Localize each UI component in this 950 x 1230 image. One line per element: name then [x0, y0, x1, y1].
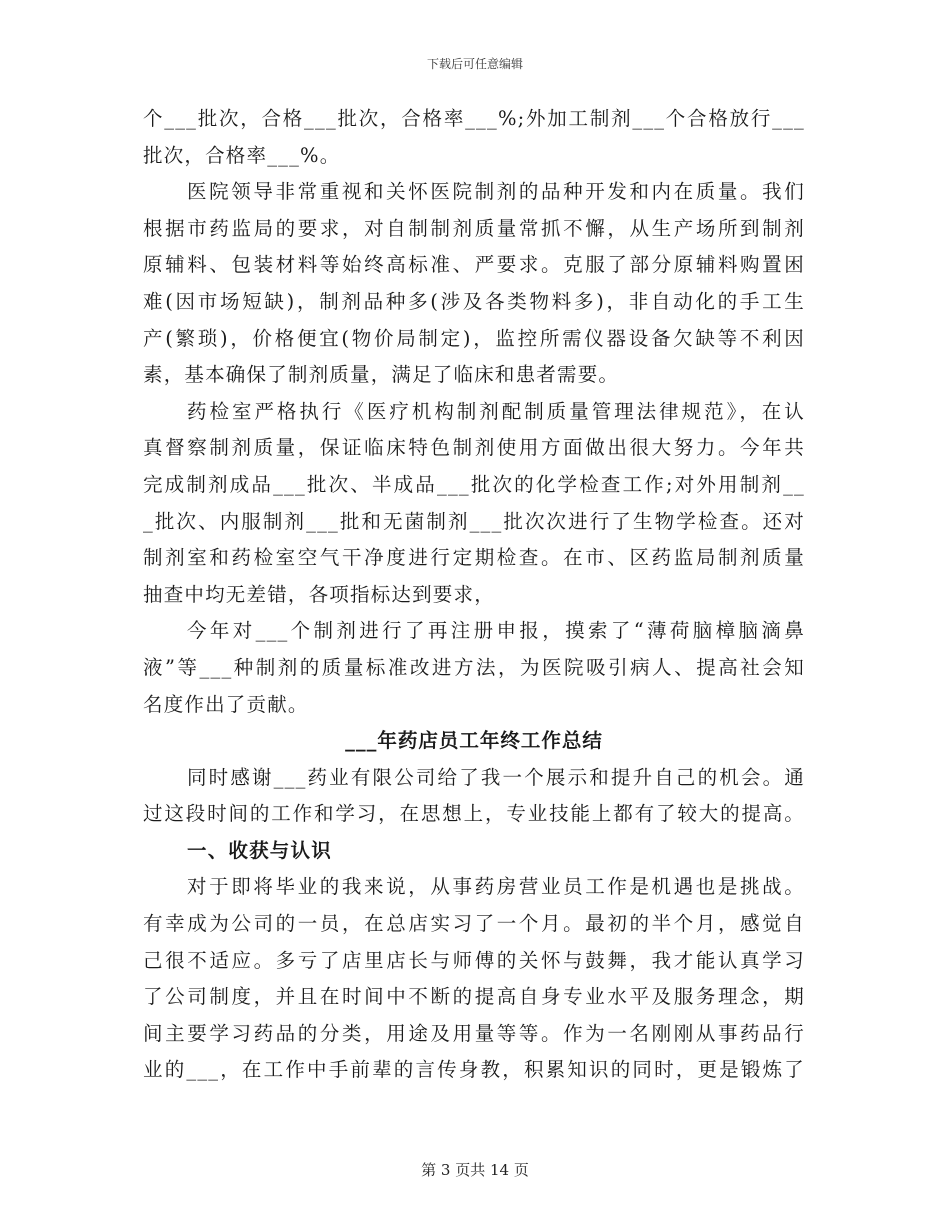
body-line: 间主要学习药品的分类，用途及用量等等。作为一名刚刚从事药品行: [143, 1021, 805, 1045]
paragraph-start-line: 医院领导非常重视和关怀医院制剂的品种开发和内在质量。我们: [187, 180, 805, 204]
body-line: 了公司制度，并且在时间中不断的提高自身专业水平及服务理念，期: [143, 985, 805, 1009]
document-body: [143, 101, 805, 1089]
body-line: 液”等___种制剂的质量标准改进方法，为医院吸引病人、提高社会知: [143, 655, 805, 679]
paragraph-start-line: 同时感谢___药业有限公司给了我一个展示和提升自己的机会。通: [187, 765, 805, 789]
body-line: 素，基本确保了制剂质量，满足了临床和患者需要。: [143, 363, 620, 387]
body-line: 根据市药监局的要求，对自制制剂质量常抓不懈，从生产场所到制剂: [143, 216, 805, 240]
body-line: 真督察制剂质量，保证临床特色制剂使用方面做出很大努力。今年共: [143, 436, 805, 460]
body-line: 产(繁琐)，价格便宜(物价局制定)，监控所需仪器设备欠缺等不利因: [143, 326, 805, 350]
body-line: 业的___，在工作中手前辈的言传身教，积累知识的同时，更是锻炼了: [143, 1058, 805, 1082]
body-line: 个___批次，合格___批次，合格率___%;外加工制剂___个合格放行___: [143, 107, 805, 130]
body-line: 抽查中均无差错，各项指标达到要求，: [143, 582, 495, 606]
body-line: 制剂室和药检室空气干净度进行定期检查。在市、区药监局制剂质量: [143, 546, 805, 570]
paragraph-start-line: 对于即将毕业的我来说，从事药房营业员工作是机遇也是挑战。: [187, 875, 805, 899]
page-footer: 第 3 页共 14 页: [421, 1161, 529, 1179]
body-line: _批次、内服制剂___批和无菌制剂___批次次进行了生物学检查。还对: [143, 509, 805, 533]
body-line: 名度作出了贡献。: [143, 692, 309, 716]
body-line: 完成制剂成品___批次、半成品___批次的化学检查工作;对外用制剂__: [143, 472, 805, 496]
body-line: 批次，合格率___%。: [143, 143, 341, 167]
paragraph-start-line: 药检室严格执行《医疗机构制剂配制质量管理法律规范》，在认: [187, 399, 805, 423]
body-line: 有幸成为公司的一员，在总店实习了一个月。最初的半个月，感觉自: [143, 912, 805, 936]
page-header: 下载后可任意编辑: [426, 57, 523, 71]
body-line: 难(因市场短缺)，制剂品种多(涉及各类物料多)，非自动化的手工生: [143, 289, 805, 313]
body-line: 过这段时间的工作和学习，在思想上，专业技能上都有了较大的提高。: [143, 802, 805, 826]
section-heading: 一、收获与认识: [187, 838, 332, 862]
paragraph-start-line: 今年对___个制剂进行了再注册申报，摸索了“薄荷脑樟脑滴鼻: [187, 619, 805, 643]
body-line: 原辅料、包装材料等始终高标准、严要求。克服了部分原辅料购置困: [143, 253, 805, 277]
section-title: ___年药店员工年终工作总结: [345, 729, 603, 753]
body-line: 己很不适应。多亏了店里店长与师傅的关怀与鼓舞，我才能认真学习: [143, 948, 805, 972]
